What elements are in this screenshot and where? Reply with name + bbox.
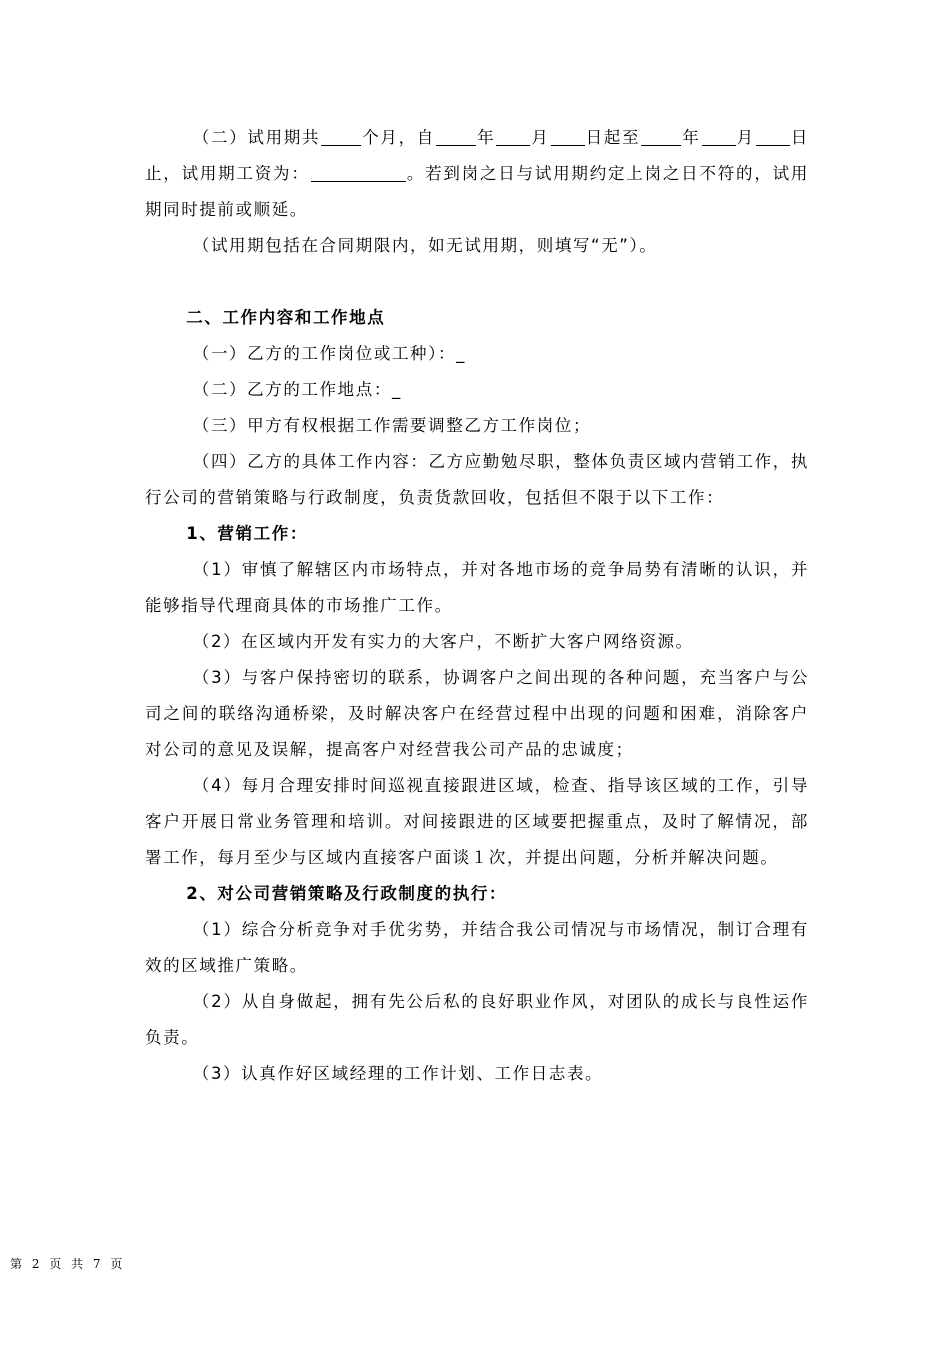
marketing-item: （3）与客户保持密切的联系，协调客户之间出现的各种问题，充当客户与公司之间的联络沟通桥梁，及时解决客户在经营过程中出现的问题和困难，消除客户对公司的意见及误解，提高客户对经营我公司产品的忠诚度； <box>145 668 809 759</box>
marketing-item: （1）审慎了解辖区内市场特点，并对各地市场的竞争局势有清晰的认识，并能够指导代理商具体的市场推广工作。 <box>145 560 809 615</box>
probation-text-6: 年 <box>682 128 701 147</box>
clause-position: （一）乙方的工作岗位或工种）：_ <box>192 344 466 363</box>
section-heading-work-content: 二、工作内容和工作地点 <box>186 308 386 327</box>
probation-text-8: 日 <box>790 128 809 147</box>
probation-text-7: 月 <box>736 128 755 147</box>
probation-salary-blank[interactable] <box>311 164 406 182</box>
start-month-blank[interactable] <box>496 128 530 146</box>
probation-text-4: 月 <box>531 128 550 147</box>
clause-location: （二）乙方的工作地点：_ <box>192 380 402 399</box>
subheading-marketing: 1、营销工作： <box>186 524 308 543</box>
execution-item: （2）从自身做起，拥有先公后私的良好职业作风，对团队的成长与良性运作负责。 <box>145 992 809 1047</box>
end-year-blank[interactable] <box>641 128 681 146</box>
clause-adjust-position: （三）甲方有权根据工作需要调整乙方工作岗位； <box>192 416 592 435</box>
subheading-execution: 2、对公司营销策略及行政制度的执行： <box>186 884 508 903</box>
probation-text-2: 个月，自 <box>362 128 435 147</box>
months-blank[interactable] <box>321 128 361 146</box>
execution-item: （3）认真作好区域经理的工作计划、工作日志表。 <box>192 1064 604 1083</box>
probation-note: （试用期包括在合同期限内，如无试用期，则填写“无”）。 <box>192 236 658 255</box>
clause-work-duties: （四）乙方的具体工作内容：乙方应勤勉尽职，整体负责区域内营销工作，执行公司的营销策略与行政制度，负责货款回收，包括但不限于以下工作： <box>145 452 809 507</box>
page-number-footer: 第 2 页 共 7 页 <box>10 1257 126 1271</box>
section-spacer <box>145 264 809 300</box>
start-year-blank[interactable] <box>436 128 476 146</box>
probation-text-5: 日起至 <box>585 128 641 147</box>
marketing-item: （2）在区域内开发有实力的大客户，不断扩大客户网络资源。 <box>192 632 694 651</box>
end-day-blank[interactable] <box>756 128 790 146</box>
document-body <box>145 120 809 1092</box>
probation-text-9: 止，试用期工资为： <box>145 164 310 183</box>
probation-text-3: 年 <box>477 128 496 147</box>
end-month-blank[interactable] <box>702 128 736 146</box>
execution-item: （1）综合分析竞争对手优劣势，并结合我公司情况与市场情况，制订合理有效的区域推广策略。 <box>145 920 809 975</box>
probation-clause <box>145 120 809 228</box>
marketing-item: （4）每月合理安排时间巡视直接跟进区域，检查、指导该区域的工作，引导客户开展日常业务管理和培训。对间接跟进的区域要把握重点，及时了解情况，部署工作，每月至少与区域内直接客户面谈１次，并提出问题，分析并解决问题。 <box>145 776 809 867</box>
start-day-blank[interactable] <box>551 128 585 146</box>
probation-text-1: （二）试用期共 <box>192 128 321 147</box>
probation-text-10: 。若到岗之日与试用期约定上岗之日不符的，试用期同时提前或顺延。 <box>145 164 810 219</box>
